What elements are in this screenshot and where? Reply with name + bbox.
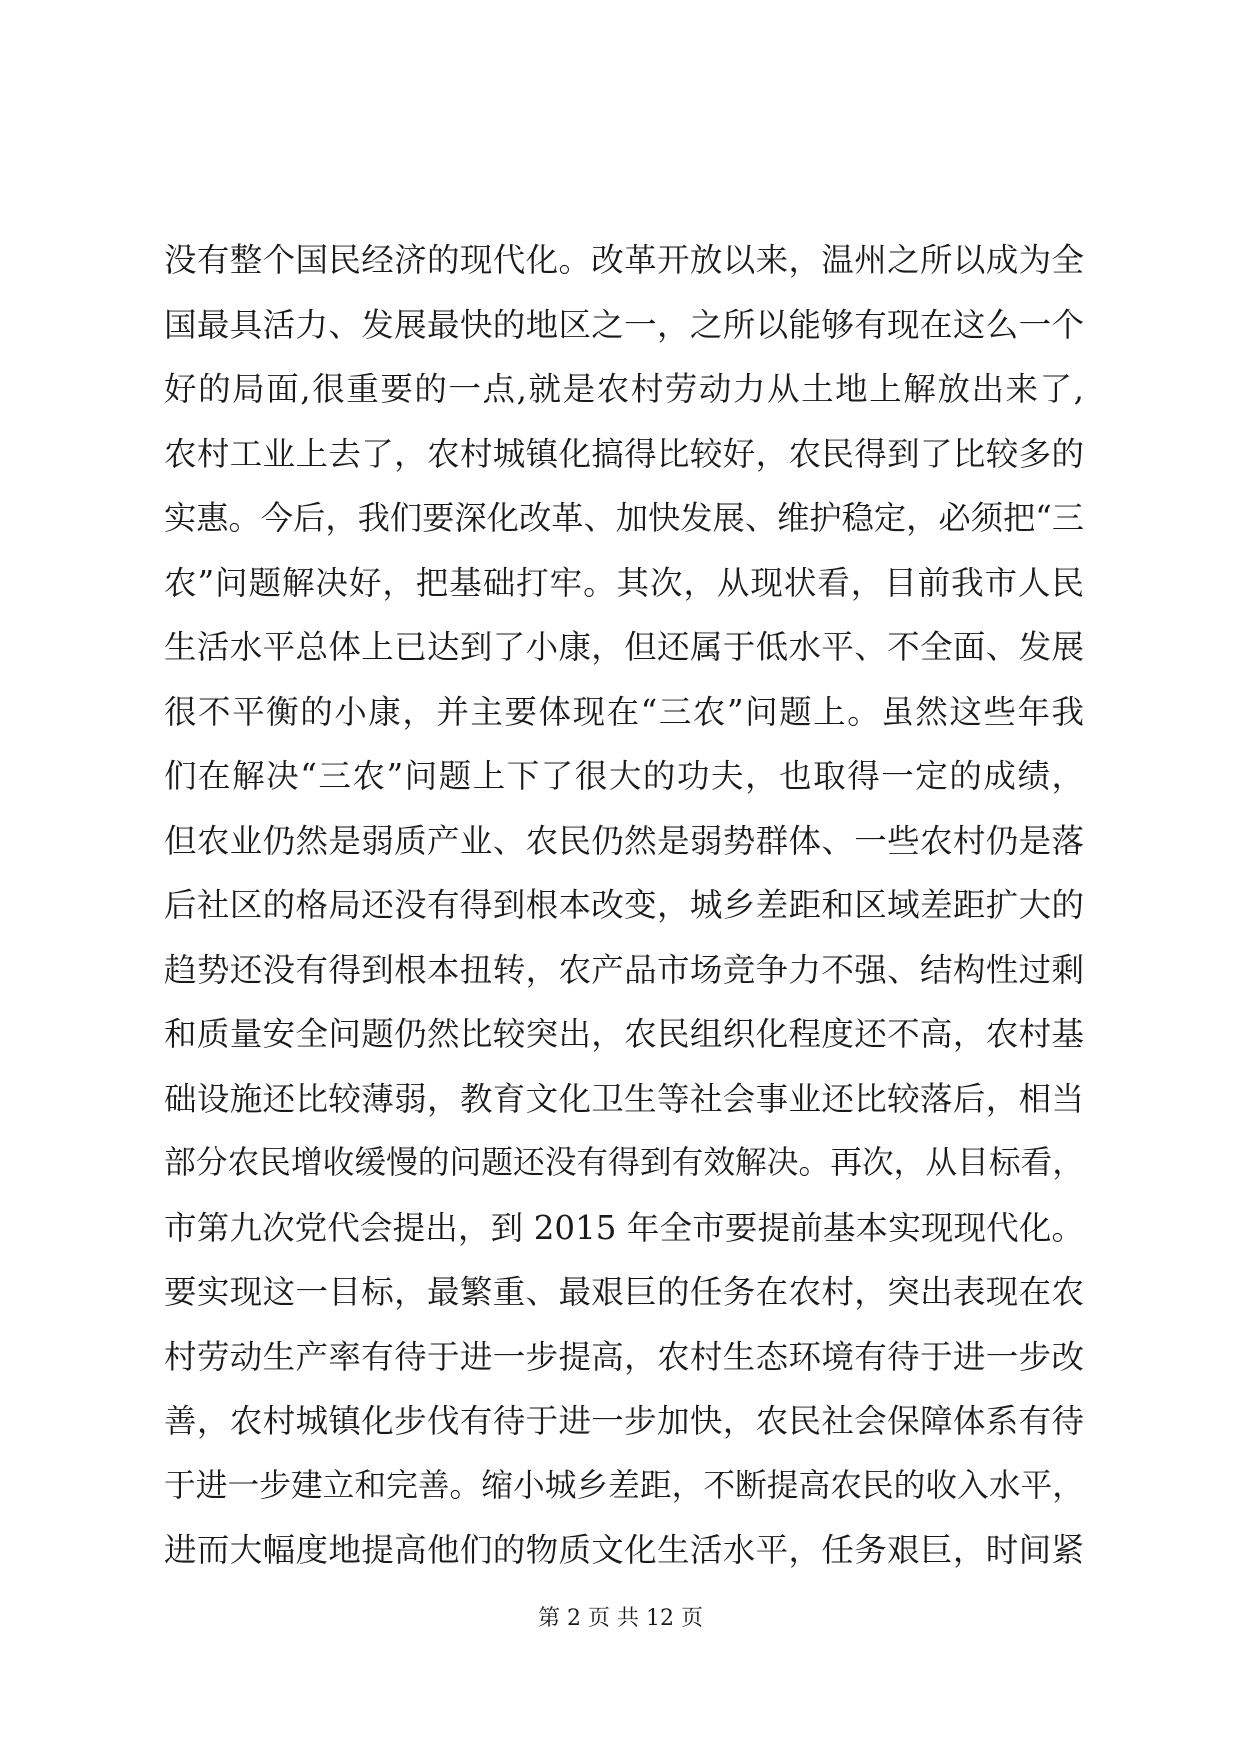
text-line: 要实现这一目标，最繁重、最艰巨的任务在农村，突出表现在农 — [164, 1273, 1084, 1311]
text-line: 础设施还比较薄弱，教育文化卫生等社会事业还比较落后，相当 — [164, 1079, 1084, 1118]
text-line: 后社区的格局还没有得到根本改变，城乡差距和区域差距扩大的 — [164, 886, 1084, 924]
text-line: 和质量安全问题仍然比较突出，农民组织化程度还不高，农村基 — [164, 1015, 1084, 1053]
text-line: 国最具活力、发展最快的地区之一，之所以能够有现在这么一个 — [164, 305, 1084, 344]
text-line: 农村工业上去了，农村城镇化搞得比较好，农民得到了比较多的 — [164, 434, 1084, 473]
text-line: 部分农民增收缓慢的问题还没有得到有效解决。再次，从目标看， — [164, 1145, 1084, 1181]
body-paragraph — [164, 228, 1084, 1583]
text-line: 趋势还没有得到根本扭转，农产品市场竞争力不强、结构性过剩 — [164, 950, 1084, 989]
text-line: 村劳动生产率有待于进一步提高，农村生态环境有待于进一步改 — [164, 1337, 1084, 1376]
text-line: 生活水平总体上已达到了小康，但还属于低水平、不全面、发展 — [164, 628, 1084, 666]
text-line: 没有整个国民经济的现代化。改革开放以来，温州之所以成为全 — [164, 241, 1084, 279]
text-line: 但农业仍然是弱质产业、农民仍然是弱势群体、一些农村仍是落 — [164, 821, 1084, 860]
text-line: 农”问题解决好，把基础打牢。其次，从现状看，目前我市人民 — [164, 563, 1084, 602]
text-line: 好的局面,很重要的一点,就是农村劳动力从土地上解放出来了, — [164, 370, 1084, 408]
page-number-footer: 第 2 页 共 12 页 — [538, 1606, 703, 1631]
text-line: 善，农村城镇化步伐有待于进一步加快，农民社会保障体系有待 — [164, 1402, 1084, 1440]
text-line: 们在解决“三农”问题上下了很大的功夫，也取得一定的成绩， — [164, 757, 1084, 795]
text-line: 实惠。今后，我们要深化改革、加快发展、维护稳定，必须把“三 — [164, 499, 1084, 537]
text-line: 于进一步建立和完善。缩小城乡差距，不断提高农民的收入水平， — [164, 1467, 1084, 1504]
text-line: 市第九次党代会提出，到 2015 年全市要提前基本实现现代化。 — [164, 1208, 1084, 1247]
text-line: 很不平衡的小康，并主要体现在“三农”问题上。虽然这些年我 — [164, 692, 1084, 731]
text-line: 进而大幅度地提高他们的物质文化生活水平，任务艰巨，时间紧 — [164, 1531, 1084, 1569]
